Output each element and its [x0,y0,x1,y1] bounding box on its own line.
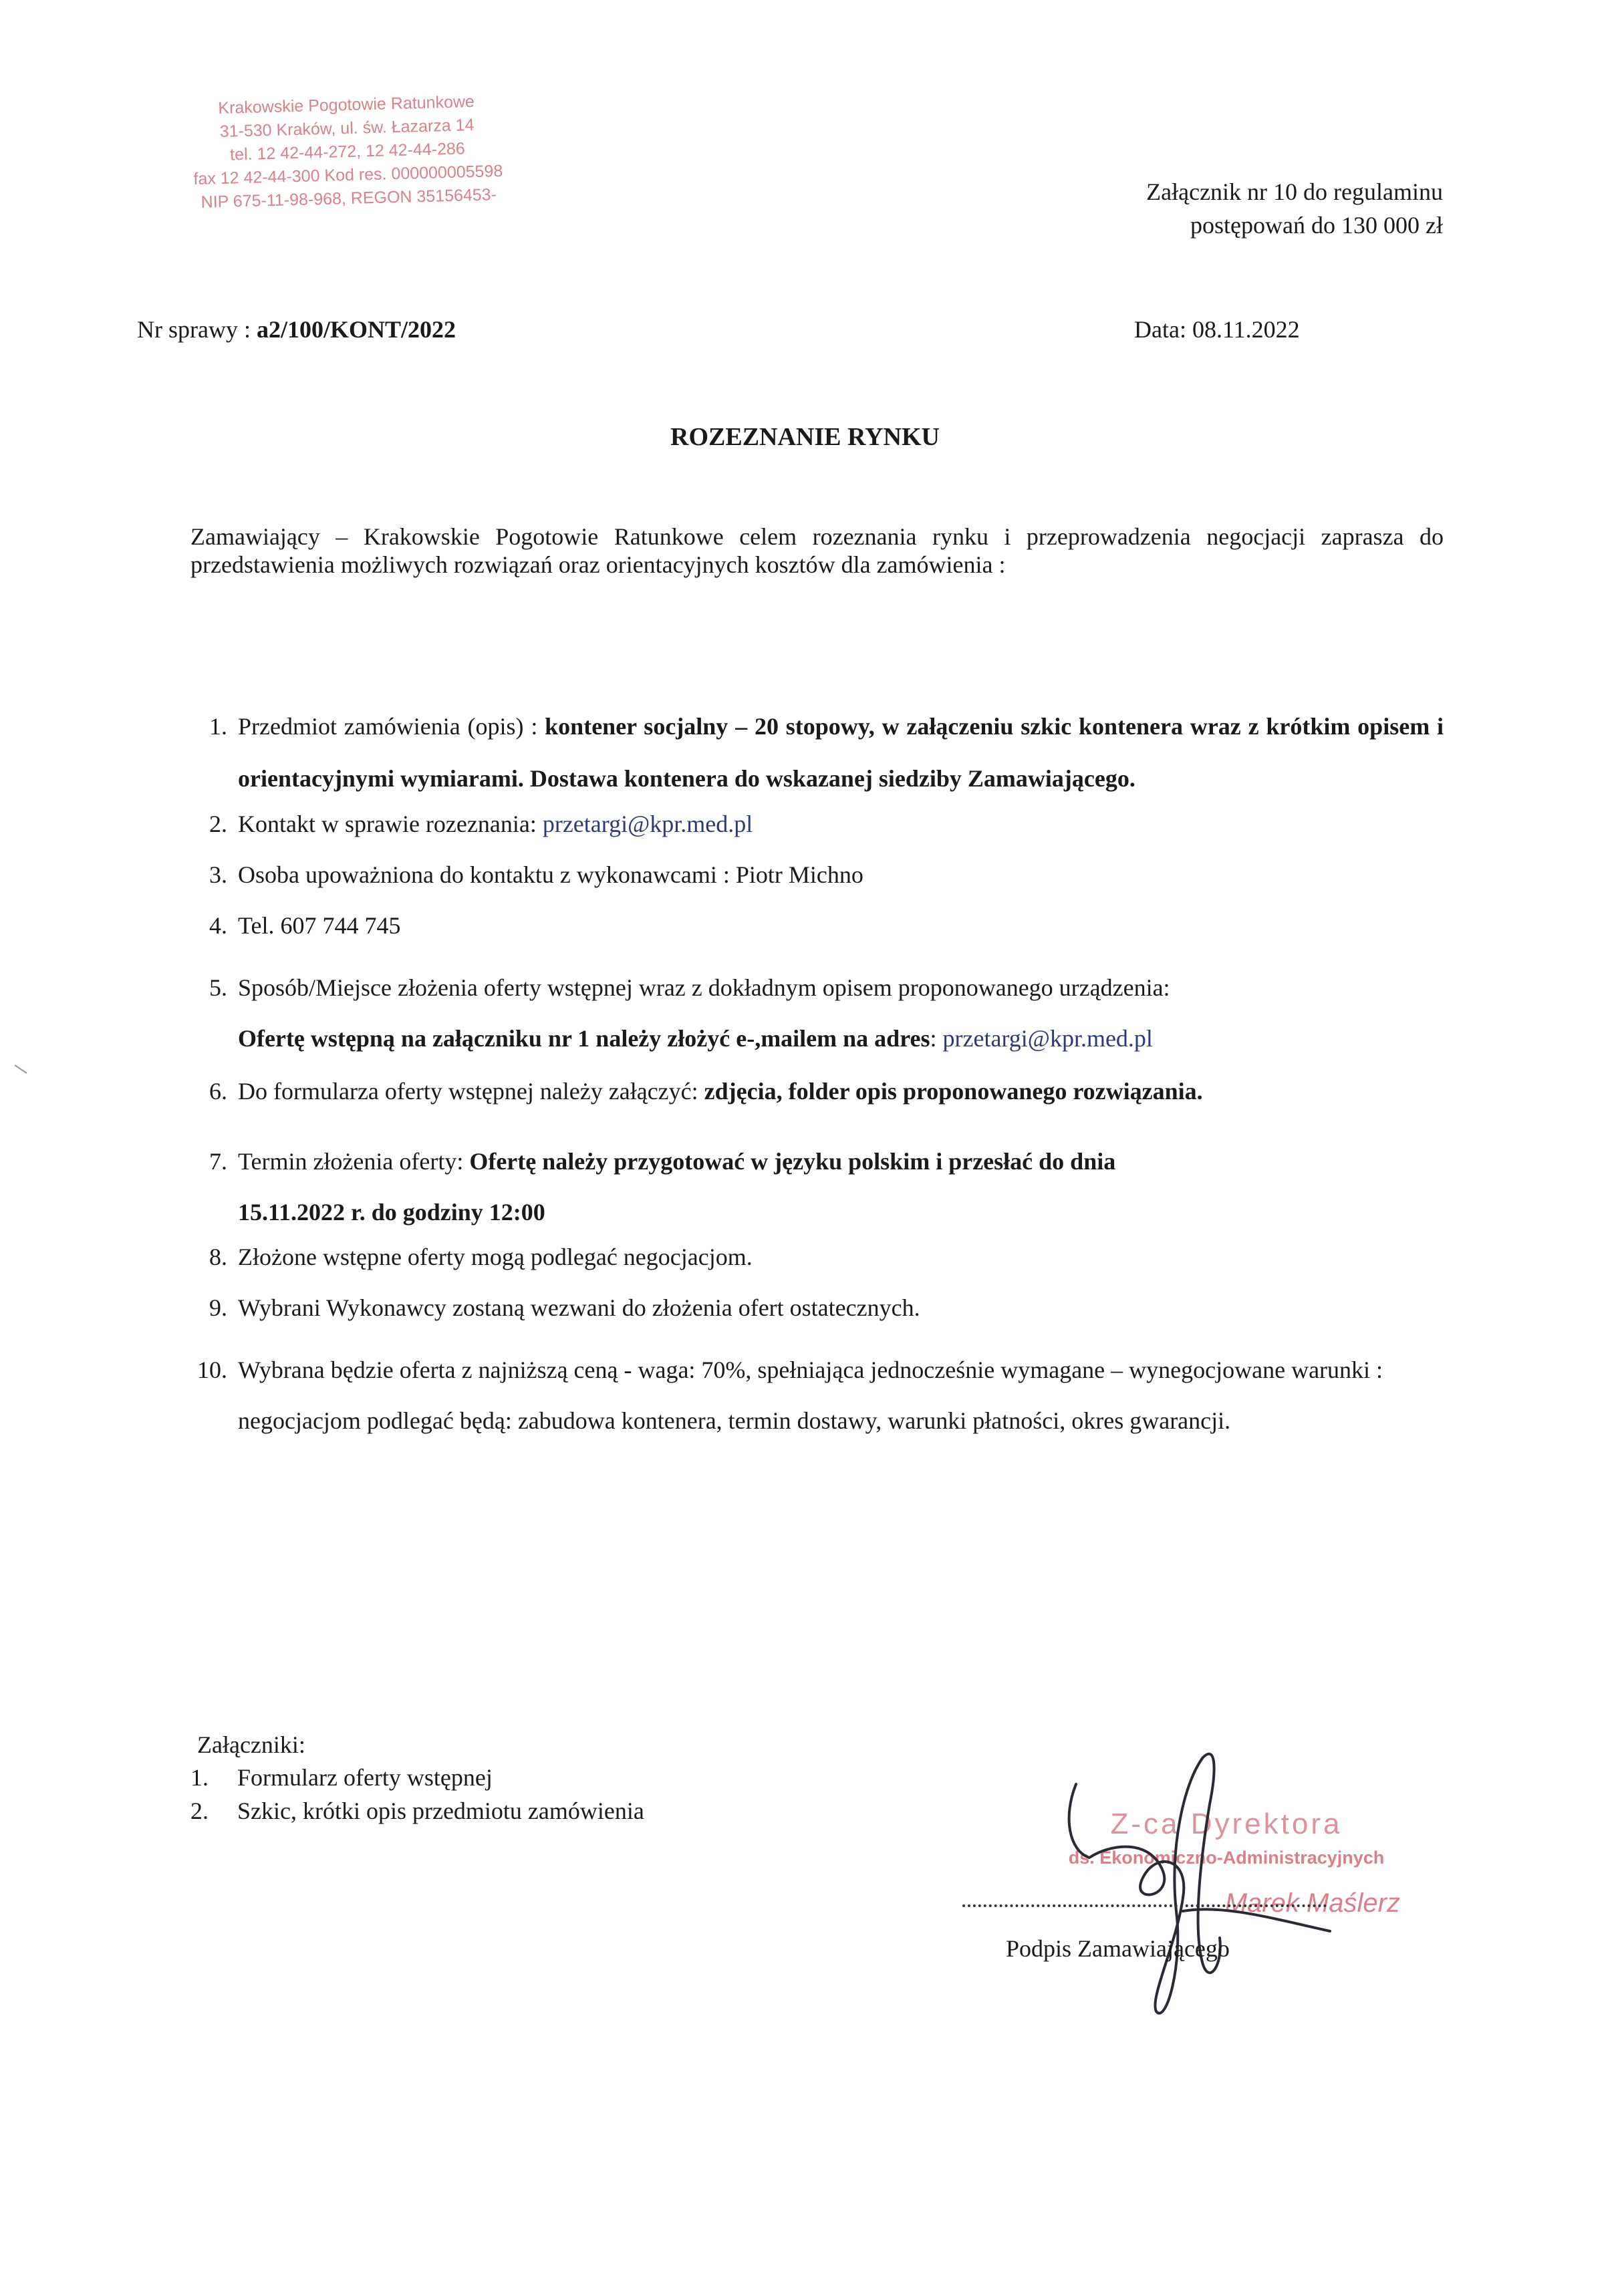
stamp-line: fax 12 42-44-300 Kod res. 000000005598 [193,161,503,189]
attachment-text: Formularz oferty wstępnej [237,1764,493,1791]
email-link[interactable]: przetargi@kpr.med.pl [542,811,753,837]
document-date: Data: 08.11.2022 [1134,316,1300,343]
item-bold-text: kontener socjalny – 20 stopowy, w załączeniu szkic kontenera wraz z krótkim opisem i orientacyjnymi wymiarami. Dostawa kontenera do wskazanej siedziby Zamawiającego. [238,713,1444,792]
item-number: 5. [209,974,227,1001]
item-number: 8. [209,1244,227,1270]
item-number: 1. [209,713,227,740]
item-number: 4. [209,912,227,939]
item-text: Osoba upoważniona do kontaktu z wykonawcami : Piotr Michno [238,861,863,888]
item-text-after: : [930,1025,943,1052]
item-text: Wybrana będzie oferta z najniższą ceną - waga: 70%, spełniająca jednocześnie wymagane – wynegocjowane warunki : negocjacjom podlegać będą: zabudowa kontenera, termin dostawy, warunki płatności, okres gwarancji. [238,1356,1383,1434]
stamp-line: NIP 675-11-98-968, REGON 35156453- [200,185,497,212]
item-text: Wybrani Wykonawcy zostaną wezwani do złożenia ofert ostatecznych. [238,1294,920,1321]
item-number: 10. [197,1356,227,1383]
item-text: Przedmiot zamówienia (opis) : [238,713,545,740]
item-text: Sposób/Miejsce złożenia oferty wstępnej wraz z dokładnym opisem proponowanego urządzenia: [238,974,1170,1001]
stamp-department: ds. Ekonomiczno-Administracyjnych [1068,1848,1385,1868]
item-number: 2. [190,1798,209,1824]
attachment-text: Szkic, krótki opis przedmiotu zamówienia [237,1798,644,1824]
stamp-line: 31-530 Kraków, ul. św. Łazarza 14 [219,116,475,141]
stamp-title: Z-ca Dyrektora [1110,1808,1343,1840]
institution-stamp [149,88,546,215]
item-bold-text: Ofertę należy przygotować w języku polskim i przesłać do dnia 15.11.2022 r. do godziny 12:00 [238,1148,1116,1226]
annex-note [1146,175,1443,242]
item-text: Kontakt w sprawie rozeznania: [238,811,543,837]
annex-line: Załącznik nr 10 do regulaminu [1146,178,1443,205]
item-number: 2. [209,811,227,837]
list-item [187,1344,1444,1446]
signature-line [962,1904,1327,1907]
stamp-name: Marek Maślerz [1224,1888,1400,1918]
item-number: 3. [209,861,227,888]
item-number: 9. [209,1294,227,1321]
list-item [187,861,1444,889]
handwritten-signature [1049,1744,1357,2025]
list-item [187,700,1444,805]
item-bold-text: Ofertę wstępną na załączniku nr 1 należy złożyć e-,mailem na adres [238,1025,930,1052]
stamp-line: tel. 12 42-44-272, 12 42-44-286 [229,139,466,164]
attachment-item [190,1794,644,1828]
list-item [187,911,1444,940]
annex-line: postępowań do 130 000 zł [1190,212,1443,239]
list-item [187,1294,1444,1322]
item-text: Złożone wstępne oferty mogą podlegać negocjacjom. [238,1244,753,1270]
signature-label: Podpis Zamawiającego [1006,1935,1230,1962]
margin-mark [13,1062,29,1076]
requirements-list [187,700,1444,1451]
item-bold-text: zdjęcia, folder opis proponowanego rozwiązania. [704,1078,1203,1105]
list-item [187,1243,1444,1271]
attachment-item [190,1761,644,1794]
stamp-line: Krakowskie Pogotowie Ratunkowe [218,92,475,118]
item-number: 1. [190,1764,209,1791]
case-value: a2/100/KONT/2022 [256,316,456,343]
item-number: 6. [209,1078,227,1105]
attachments-list [190,1761,644,1828]
email-link[interactable]: przetargi@kpr.med.pl [942,1025,1153,1052]
list-item [187,962,1444,1064]
item-text: Termin złożenia oferty: [238,1148,470,1175]
case-label: Nr sprawy : [137,316,257,343]
attachments-heading: Załączniki: [197,1731,305,1758]
item-text: Tel. 607 744 745 [238,912,401,939]
case-number [137,315,456,343]
item-text: Do formularza oferty wstępnej należy załączyć: [238,1078,704,1105]
document-title: ROZEZNANIE RYNKU [670,423,940,451]
intro-paragraph: Zamawiający – Krakowskie Pogotowie Ratunkowe celem rozeznania rynku i przeprowadzenia negocjacji zaprasza do przedstawienia możliwych rozwiązań oraz orientacyjnych kosztów dla zamówienia : [190,523,1444,578]
list-item [187,810,1444,838]
list-item [187,1136,1444,1238]
list-item [187,1069,1444,1113]
item-number: 7. [209,1148,227,1175]
